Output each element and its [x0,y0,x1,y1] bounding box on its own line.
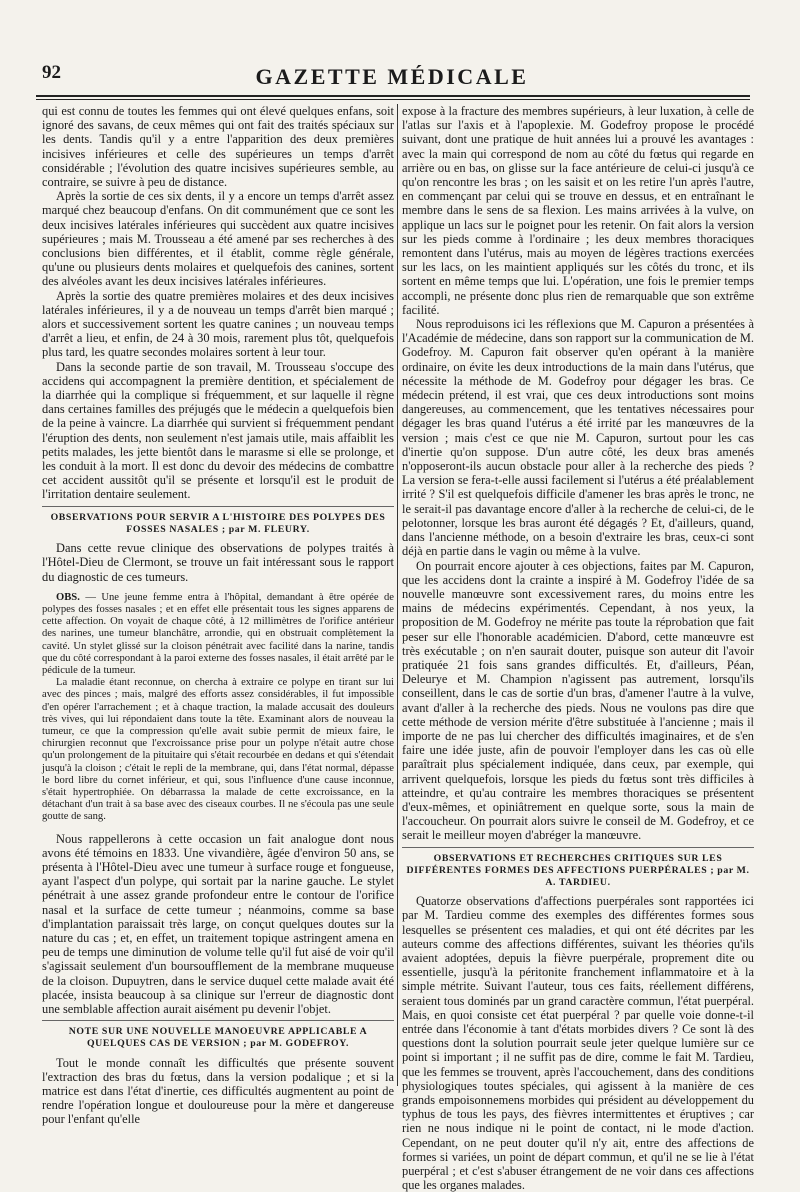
paragraph: Nous reproduisons ici les réflexions que M. Capuron a présentées à l'Académie de médecine, dans son rapport sur la communication de M. Godefroy. M. Capuron fait observer qu'en opérant à la manière ordinaire, on évite les deux introductions de la main dans l'utérus, que nécessite la méthode de M. Godefroy pour dégager les bras. Ce médecin prétend, il est vrai, que ces deux introductions sont moins dangereuses, au commencement, que les tentatives nécessaires pour dégager les bras quand l'utérus a été irrité par les manœuvres de la version ; mais c'est ce que nie M. Capuron, surtout pour les cas d'inertie qu'on suppose. D'un autre côté, les deux bras amenés n'opposeront-ils aucun obstacle pour aller à la recherche des pieds ? La version se fera-t-elle aussi facilement si l'utérus a été préalablement irrité ? S'il est quelquefois difficile d'amener les bras après le tronc, ne le serait-il pas davantage encore d'aller à la recherche de celui-ci, de le pelotonner, lorsque les bras auront été dégagés ? Et, d'ailleurs, quand, dans l'ancienne méthode, on a besoin d'extraire les bras, ceux-ci sont déjà en partie dans le vagin ou même à la vulve. [402,317,754,559]
right-column [402,104,754,1192]
paragraph: Quatorze observations d'affections puerpérales sont rapportées ici par M. Tardieu comme des exemples des différentes formes sous lesquelles se présentent ces maladies, et qui ont été décrites par les auteurs comme des affections différentes, suivant les théories qu'ils avaient adoptées, depuis la fièvre puerpérale, proprement dite ou essentielle, jusqu'à la péritonite franchement inflammatoire et à la simple métrite. Suivant l'auteur, tous ces faits, réellement différens, seraient tous dominés par un grand caractère commun, l'état puerpéral. Mais, en quoi consiste cet état puerpéral ? par quelle voie donne-t-il entrée dans l'économie à tant d'états morbides divers ? Ce sont là des questions dont la solution pourrait seule jeter quelque lumière sur ce point si important ; il ne suffit pas de dire, comme le fait M. Tardieu, que les femmes se trouvent, après l'accouchement, dans des conditions physiologiques toutes spéciales, qui agissent à la manière de ces grands empoisonnemens morbides qui président au développement du typhus de tous les pays, des fièvres intermittentes et éruptives ; car rien ne nous indique ni le point de contact, ni le mode d'action. Cependant, on ne peut douter qu'il n'y ait, entre des affections de formes si variées, un point de départ commun, et qu'il ne se lie à l'état puerpéral ; et c'est s'abuser étrangement de ne voir dans ces affections que les organes malades. [402,894,754,1192]
section-heading-version [42,1026,394,1050]
paragraph: La maladie étant reconnue, on chercha à extraire ce polype en tirant sur lui avec des pinces ; mais, malgré des efforts assez considérables, il fut impossible d'en opérer l'arrachement ; et à chaque traction, la malade accusait des douleurs très vives, qui lui répondaient dans toute la tête. Examinant alors de nouveau la tumeur, ce que la compression qu'elle avait subie permit de mieux faire, le chirurgien reconnut que l'excroissance prise pour un polype n'était autre chose qu'un prolongement de la pituitaire qui s'était recourbée en dedans et qui s'étendait jusqu'à la cloison ; c'était le repli de la membrane, qui, dans l'état normal, dépasse le bord libre du cornet inférieur, et qui, sous l'influence d'une cause inconnue, s'était hypertrophiée. On débarrassa la malade de cette excroissance, en la détachant d'un trait à sa base avec des ciseaux courbes. Il ne s'écoula pas une seule goutte de sang. [42,677,394,823]
section-author: par M. FLEURY. [228,523,310,535]
section-separator [42,506,394,507]
paragraph: qui est connu de toutes les femmes qui ont élevé quelques enfans, soit ignoré des savans, de ceux mêmes qui ont fait des traités spéciaux sur les dents. Tandis qu'il y a entre l'apparition des deux premières incisives inférieures et celle des supérieures un temps d'arrêt considérable ; l'évolution des quatre incisives supérieures semble, au contraire, se suivre à peu de distance. [42,104,394,190]
observation-label: OBS. [56,591,80,603]
header-rule-thin [36,99,750,100]
left-column [42,104,394,1127]
paragraph: Nous rappellerons à cette occasion un fait analogue dont nous avons été témoins en 1833. Une vivandière, âgée d'environ 50 ans, se présenta à l'Hôtel-Dieu avec une tumeur à surface rouge et fongueuse, ayant l'aspect d'un polype, qui sortait par la narine gauche. Le stylet pénétrait à une assez grande profondeur entre le contour de l'orifice nasal et la surface de cette tumeur ; néanmoins, comme sa base d'implantation paraissait très large, on conçut quelques doutes sur la nature du cas ; et, en effet, un traitement topique astringent amena en peu de temps une diminution de volume telle qu'il fut aisé de voir qu'il s'agissait seulement d'un boursoufflement de la membrane muqueuse de la cloison. Dupuytren, dans le service duquel cette malade avait été placée, insista beaucoup à sa clinique sur l'erreur de diagnostic dont une semblable affection aurait aisément pu devenir l'objet. [42,831,394,1016]
journal-title: GAZETTE MÉDICALE [255,64,529,89]
section-heading-polypes [42,512,394,536]
section-author: par M. GODEFROY. [250,1038,350,1050]
paragraph: Dans la seconde partie de son travail, M. Trousseau s'occupe des accidens qui accompagnent la première dentition, et spécialement de la diarrhée qui la complique si fréquemment, et sur laquelle il règne dans certaines familles des préjugés que le médecin a quelquefois bien de la peine à vaincre. La diarrhée qui survient si fréquemment pendant l'éruption des dents, non seulement n'est jamais utile, mais affaiblit les petits malades, les jette bientôt dans le marasme si elle se prolonge, et les conduit à la mort. Il est donc du devoir des médecins de combattre cet accident aussitôt qu'il se présente et lorsqu'il est le produit de l'irritation dentaire seulement. [42,359,394,502]
paragraph: Dans cette revue clinique des observations de polypes traités à l'Hôtel-Dieu de Clermont, se trouve un fait intéressant sous le rapport du diagnostic de ces tumeurs. [42,541,394,584]
paragraph: expose à la fracture des membres supérieurs, à leur luxation, à celle de l'atlas sur l'axis et à l'apoplexie. M. Godefroy propose le procédé suivant, dont une pratique de huit années lui a prouvé les avantages : avec la main qui correspond de nom au côté du fœtus qui regarde en arrière ou en bas, on glisse sur la face antérieure de celui-ci jusqu'à ce qu'on rencontre les bras ; on les saisit et on les retire l'un après l'autre, en commençant par celui qui se trouve en dessus, et en entraînant le membre dans le sens de sa flexion. Les mains arrivées à la vulve, on applique un lacs sur le poignet pour les retenir. On fait alors la version sur les pieds comme à l'ordinaire ; les deux membres thoraciques remontent dans l'utérus, mais au moyen de légères tractions exercées sur les lacs, on les maintient appliqués sur les côtés du tronc, et ils sortent en même temps que lui. L'opération, une fois le premier temps accompli, ne présente donc plus rien de remarquable que son extrême facilité. [402,104,754,317]
section-heading-puerperales [402,853,754,890]
observation-text: — Une jeune femme entra à l'hôpital, demandant à être opérée de polypes des fosses nasales ; et en effet elle présentait tous les signes apparens de cette affection. On voyait de chaque côté, à 12 millimètres de l'orifice antérieur des narines, une tumeur blanchâtre, arrondie, qui en obstruait complètement la cavité. Un stylet glissé sur la cloison pénétrait avec facilité dans la narine, tandis que du côté correspondant à la paroi externe des fosses nasales, il était arrêté par le pédicule de la tumeur. [42,591,394,676]
paragraph: Après la sortie de ces six dents, il y a encore un temps d'arrêt assez marqué chez beaucoup d'enfans. On dit communément que ce sont les deux incisives latérales inférieures qui succèdent aux quatre incisives supérieures ; mais M. Trousseau a été amené par ses recherches à des conclusions bien différentes, et il établit, comme règle générale, qu'une ou plusieurs dents molaires et quelquefois des canines, sortent des alvéoles avant les deux incisives latérales inférieures. [42,189,394,289]
section-separator [42,1020,394,1021]
paragraph: On pourrait encore ajouter à ces objections, faites par M. Capuron, que les accidens dont la crainte a inspiré à M. Godefroy l'idée de sa nouvelle manœuvre sont excessivement rares, du moins entre les mains de médecins expérimentés. Cependant, à nos yeux, la proposition de M. Godefroy ne mérite pas toute la réprobation que fait peser sur elle l'honorable académicien. D'abord, cette manœuvre est très exécutable ; on n'en saurait douter, puisque son auteur dit l'avoir pratiquée 21 fois sans grandes difficultés. Et, d'ailleurs, Péan, Deleurye et M. Champion n'agissent pas autrement, lorsqu'ils conseillent, dans le cas de sortie d'un bras, d'amener l'autre à la vulve, avant d'aller à la recherche des pieds. Nous ne voulons pas dire que cette méthode de version mérite d'être substituée à l'ancienne ; mais il importe de ne pas lui chercher des difficultés imaginaires, et de s'en faire une idée juste, afin de pouvoir l'employer dans les cas où elle paraîtrait plus spécialement indiquée, dans ceux, par exemple, qui arrivent quelquefois, lorsque les pieds du fœtus sont très difficiles à atteindre, et qu'au contraire les membres thoraciques se présentent d'eux-mêmes, et opiniâtrement en quelque sorte, sous la main de l'accoucheur. On pourrait alors suivre le conseil de M. Godefroy, et ce serait le meilleur moyen d'abréger la manœuvre. [402,558,754,843]
paragraph: Après la sortie des quatre premières molaires et des deux incisives latérales inférieures, il y a de nouveau un temps d'arrêt bien marqué ; alors et successivement sortent les quatre canines ; un nouveau temps d'arrêt a lieu, et enfin, de 24 à 30 mois, rarement plus tôt, quelquefois plus tard, les quatre secondes molaires sortent à leur tour. [42,288,394,360]
section-title: NOTE SUR UNE NOUVELLE MANOEUVRE APPLICABLE A QUELQUES CAS DE VERSION ; [68,1026,368,1050]
section-author: par M. A. TARDIEU. [545,864,750,888]
section-separator [402,847,754,848]
section-title: OBSERVATIONS ET RECHERCHES CRITIQUES SUR LES DIFFÉRENTES FORMES DES AFFECTIONS PUERPÉRALES ; [406,852,723,876]
observation-paragraph [42,592,394,677]
paragraph: Tout le monde connaît les difficultés que présente souvent l'extraction des bras du fœtus, dans la version podalique ; et si la matrice est dans l'état d'inertie, ces difficultés augmentent au point de rendre l'opération longue et douloureuse pour la mère et dangereuse pour l'enfant qu'elle [42,1055,394,1127]
header-rule-thick [36,95,750,97]
page-number: 92 [42,62,61,83]
section-title: OBSERVATIONS POUR SERVIR A L'HISTOIRE DES POLYPES DES FOSSES NASALES ; [50,511,386,535]
column-divider [397,104,398,1086]
page-header [24,60,760,94]
